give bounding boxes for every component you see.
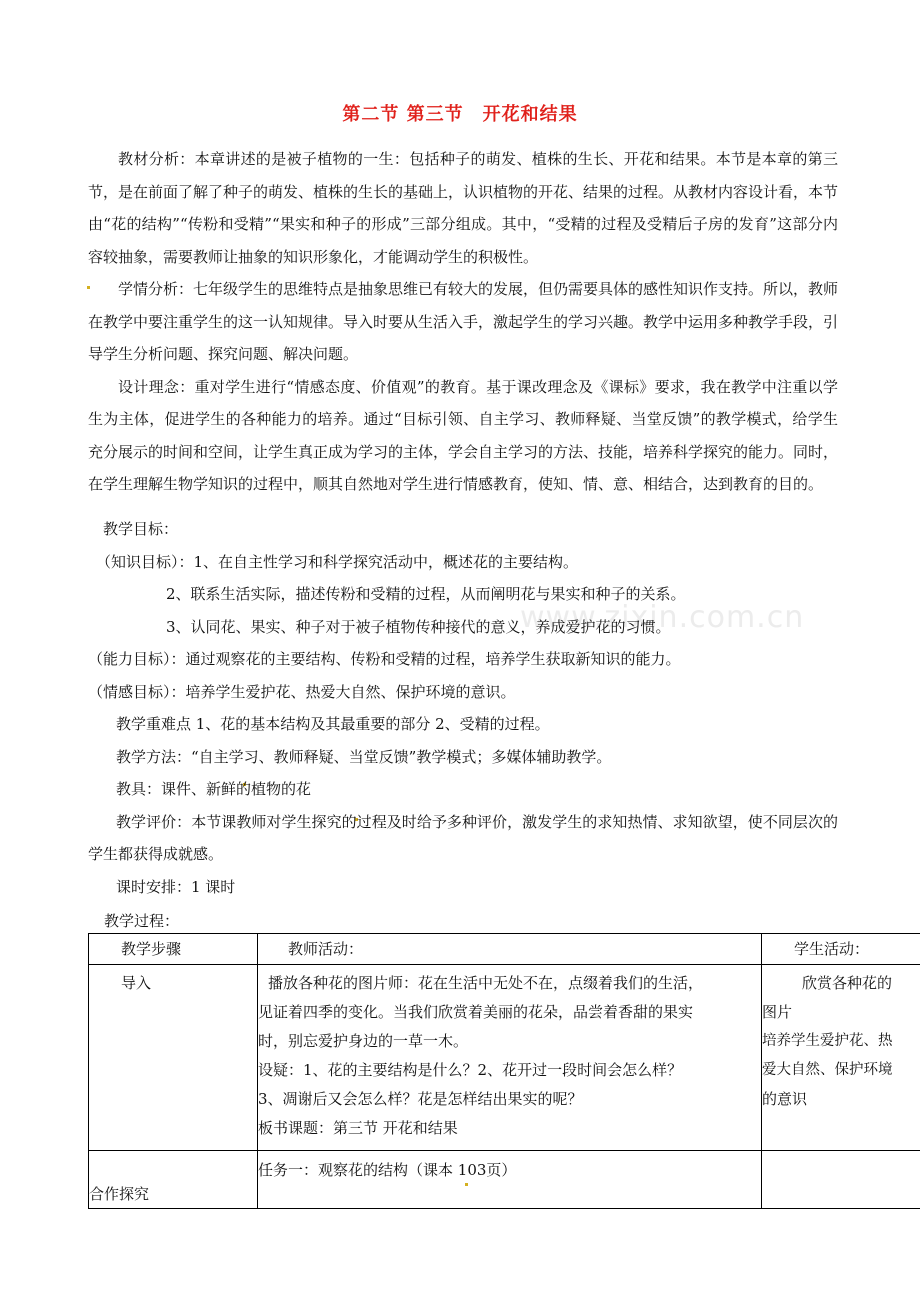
- design-paragraph: 设计理念：重对学生进行“情感态度、价值观”的教育。基于课改理念及《课标》要求，我在教学中注重以学生为主体，促进学生的各种能力的培养。通过“目标引领、自主学习、教师释疑、当堂反馈”的教学模式，给学生充分展示的时间和空间，让学生真正成为学习的主体，学会自主学习的方法、技能，培养科学探究的能力。同时，在学生理解生物学知识的过程中，顺其自然地对学生进行情感教育，使知、情、意、相结合，达到教育的目的。: [88, 377, 839, 493]
- goals-heading: 教学目标：: [103, 520, 179, 538]
- student-line: 图片: [762, 1003, 793, 1021]
- key-points: 教学重难点 1、花的基本结构及其最重要的部分 2、受精的过程。: [116, 715, 550, 733]
- analysis-paragraph: 教材分析：本章讲述的是被子植物的一生：包括种子的萌发、植株的生长、开花和结果。本节是本章的第三节，是在前面了解了种子的萌发、植株的生长的基础上，认识植物的开花、结果的过程。从教材内容设计看，本节由“花的结构”“传粉和受精”“果实和种子的形成”三部分组成。其中，“受精的过程及受精后子房的发育”这部分内容较抽象，需要教师让抽象的知识形象化，才能调动学生的积极性。: [88, 150, 839, 266]
- emotion-goal: （情感目标）：培养学生爱护花、热爱大自然、保护环境的意识。: [88, 682, 516, 701]
- teacher-cell: [258, 965, 762, 1151]
- learner-paragraph: 学情分析：七年级学生的思维特点是抽象思维已有较大的发展，但仍需要具体的感性知识作支持。所以，教师在教学中要注重学生的这一认知规律。导入时要从生活入手，激起学生的学习兴趣。教学中运用多种教学手段，引导学生分析问题、探究问题、解决问题。: [88, 280, 839, 363]
- header-student: 学生活动：: [762, 934, 920, 965]
- process-table: [88, 933, 920, 1209]
- teacher-cell: 任务一：观察花的结构（课本 103页）: [258, 1151, 762, 1209]
- table-row: [89, 1151, 920, 1209]
- teacher-line: 设疑：1、花的主要结构是什么？2、花开过一段时间会怎么样？: [258, 1061, 683, 1079]
- table-header-row: [89, 934, 920, 965]
- teacher-line: 板书课题：第三节 开花和结果: [258, 1119, 458, 1137]
- goals-section: [88, 513, 838, 903]
- ability-goal: （能力目标）：通过观察花的主要结构、传粉和受精的过程，培养学生获取新知识的能力。: [88, 650, 681, 668]
- knowledge-goal-2: 2、联系生活实际，描述传粉和受精的过程，从而阐明花与果实和种子的关系。: [166, 585, 686, 603]
- teacher-line: 见证着四季的变化。当我们欣赏着美丽的花朵，品尝着香甜的果实: [258, 1003, 694, 1021]
- teacher-line: 播放各种花的图片师：花在生活中无处不在，点缀着我们的生活，: [268, 974, 704, 992]
- teacher-line: 时，别忘爱护身边的一草一木。: [258, 1032, 469, 1050]
- knowledge-goal-3: 3、认同花、果实、种子对于被子植物传种接代的意义，养成爱护花的习惯。: [166, 617, 671, 636]
- watermark: www.zixin.com.cn: [520, 600, 805, 635]
- student-line: 欣赏各种花的: [802, 974, 893, 992]
- process-label: 教学过程：: [104, 912, 180, 930]
- student-cell: [762, 1151, 920, 1209]
- teaching-method: 教学方法：“自主学习、教师释疑、当堂反馈”教学模式；多媒体辅助教学。: [116, 747, 612, 766]
- student-line: 的意识: [762, 1090, 808, 1108]
- student-cell: [762, 965, 920, 1151]
- step-cell: 合作探究: [89, 1151, 258, 1209]
- teacher-line: 3、凋谢后又会怎么样？花是怎样结出果实的呢？: [258, 1090, 583, 1108]
- table-row: [89, 965, 920, 1151]
- teaching-tools: 教具：课件、新鲜的植物的花: [116, 780, 312, 798]
- header-step: 教学步骤: [89, 934, 258, 965]
- header-teacher: 教师活动：: [258, 934, 762, 965]
- student-line: 爱大自然、保护环境: [762, 1062, 893, 1078]
- step-cell: 导入: [89, 965, 258, 1151]
- page-title: 第二节 第三节 开花和结果: [342, 104, 578, 125]
- teaching-evaluation: 教学评价：本节课教师对学生探究的过程及时给予多种评价，激发学生的求知热情、求知欲望，使不同层次的学生都获得成就感。: [88, 812, 838, 863]
- knowledge-goal-1: （知识目标）：1、在自主性学习和科学探究活动中，概述花的主要结构。: [96, 552, 579, 571]
- intro-paragraphs: [88, 143, 838, 501]
- class-schedule: 课时安排：1 课时: [116, 877, 236, 896]
- student-line: 培养学生爱护花、热: [762, 1033, 893, 1049]
